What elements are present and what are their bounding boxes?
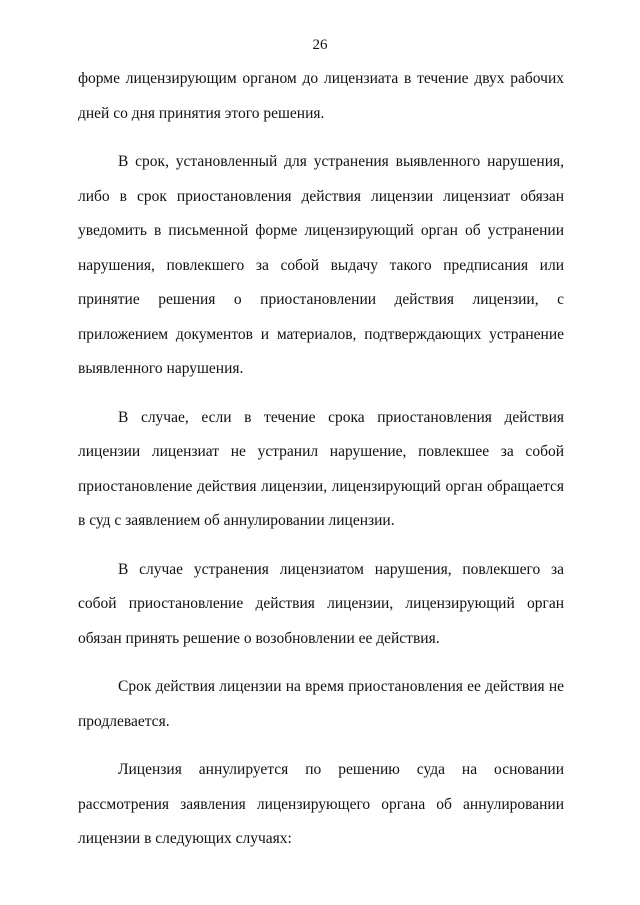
paragraph-annulment-cases: Лицензия аннулируется по решению суда на основании рассмотрения заявления лицензирующего органа об аннулировании лицензии в следующих случаях: <box>78 761 564 847</box>
paragraph-continuation: форме лицензирующим органом до лицензиата в течение двух рабочих дней со дня принятия этого решения. <box>78 70 564 122</box>
paragraph-resumption: В случае устранения лицензиатом нарушения, повлекшего за собой приостановление действия лицензии, лицензирующий орган обязан принять решение о возобновлении ее действия. <box>78 560 564 647</box>
paragraph-term-not-extended: Срок действия лицензии на время приостановления ее действия не продлевается. <box>78 678 564 730</box>
page-number: 26 <box>312 37 328 53</box>
paragraph-court-appeal: В случае, если в течение срока приостановления действия лицензии лицензиат не устранил нарушение, повлекшее за собой приостановление действия лицензии, лицензирующий орган обращается в суд с заявлением об аннулировании лицензии. <box>78 408 564 529</box>
paragraph-notification-duty: В срок, установленный для устранения выявленного нарушения, либо в срок приостановления действия лицензии лицензиат обязан уведомить в письменной форме лицензирующий орган об устранении нарушения, повлекшего за собой выдачу такого предписания или принятие решения о приостановлении действия лицензии, с приложением документов и материалов, подтверждающих устранение выявленного нарушения. <box>78 153 564 377</box>
document-body <box>78 62 564 857</box>
